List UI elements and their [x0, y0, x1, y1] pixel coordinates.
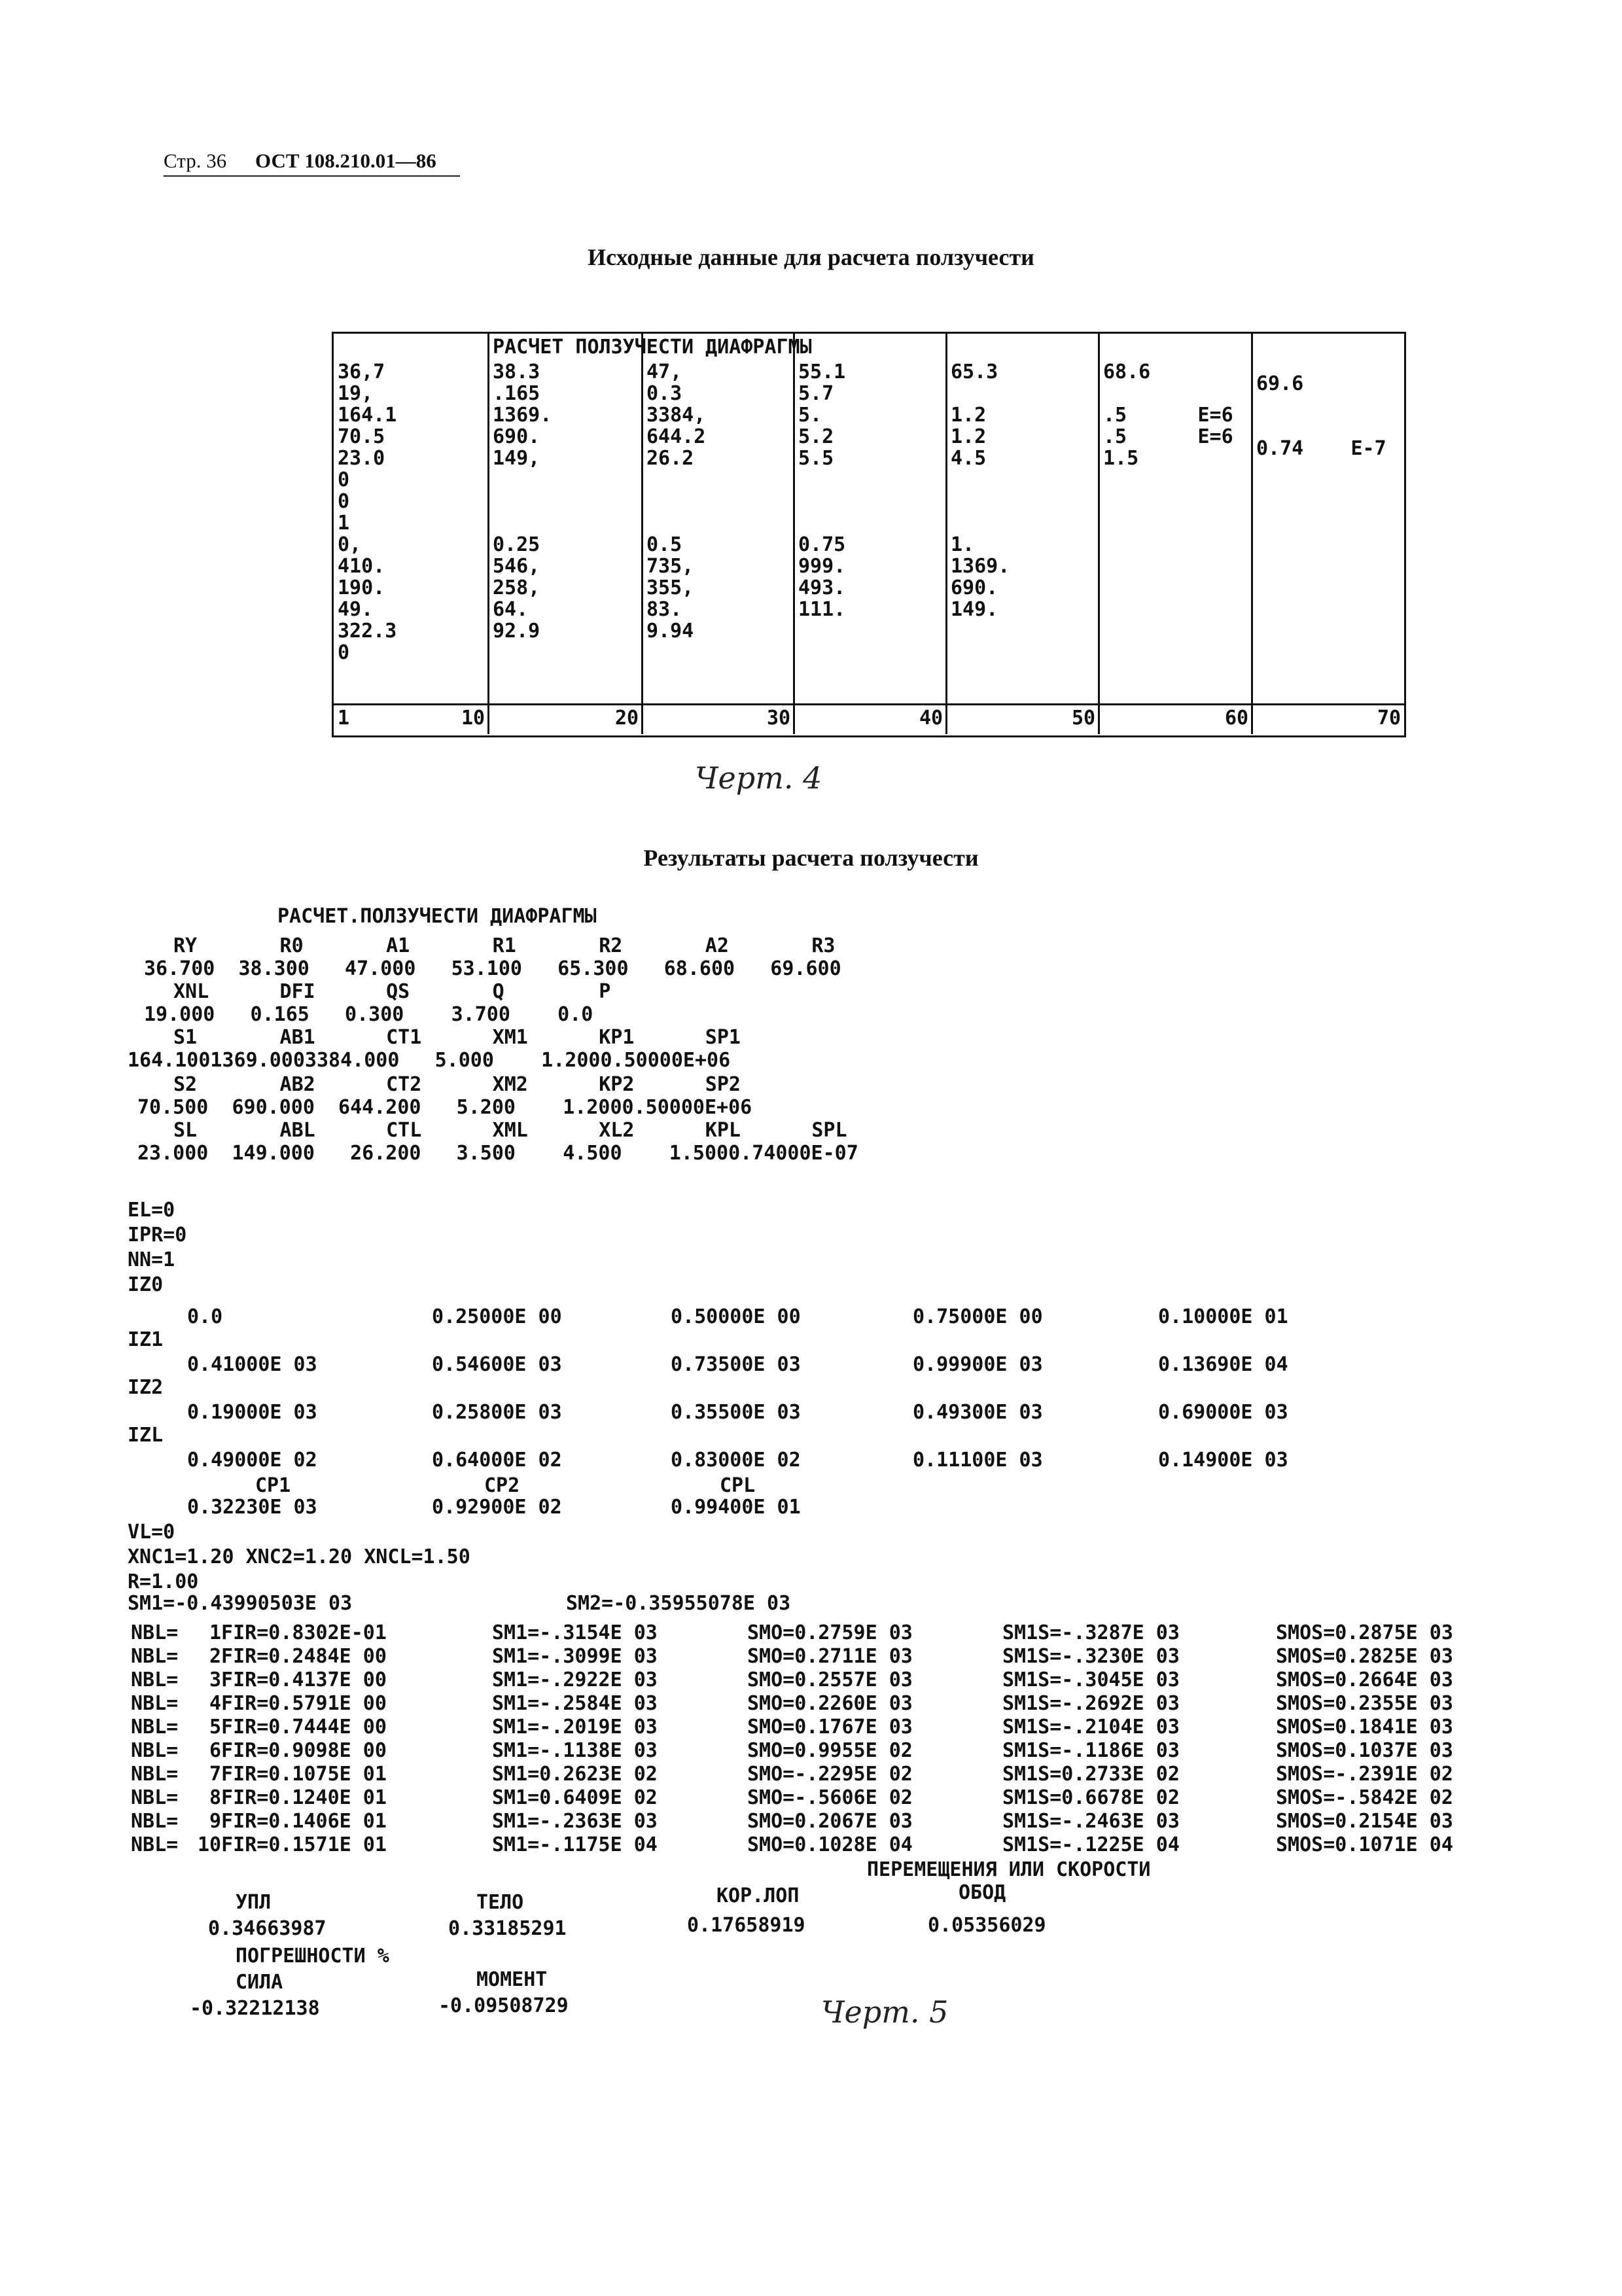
table-row-cell: SM1=-.1138E 03 [492, 1739, 658, 1762]
table-row-cell: 2FIR=0.2484E 00 [209, 1645, 387, 1668]
column-divider [487, 334, 489, 734]
izl-value: 0.49000E 02 [187, 1449, 317, 1472]
param-value-row: 36.700 38.300 47.000 53.100 65.300 68.600 69.600 [144, 957, 841, 980]
table-row-cell: NBL= [131, 1786, 179, 1809]
table-row-cell: 8FIR=0.1240E 01 [209, 1786, 387, 1809]
table-row-cell: SM1=0.6409E 02 [492, 1786, 658, 1809]
table-row-cell: SMO=0.1767E 03 [747, 1716, 913, 1739]
displacement-value: 0.05356029 [928, 1914, 1046, 1937]
iz1-value: 0.54600E 03 [432, 1353, 562, 1376]
param-value-row: 23.000 149.000 26.200 3.500 4.500 1.5000.74000E-07 [137, 1142, 858, 1165]
printout-line: IZ1 [128, 1328, 164, 1351]
table-row-cell: SMOS=0.2355E 03 [1276, 1692, 1453, 1715]
table-row-cell: SMO=0.1028E 04 [747, 1833, 913, 1856]
table-row-cell: 1FIR=0.8302E-01 [209, 1621, 387, 1644]
table-row-cell: SM1S=0.6678E 02 [1002, 1786, 1180, 1809]
column-divider [793, 334, 795, 734]
table-row-cell: SMOS=0.2664E 03 [1276, 1669, 1453, 1691]
printout-line: VL=0 [128, 1521, 175, 1544]
scale-mark: 40 [919, 707, 943, 730]
table-row-cell: SM1=-.2584E 03 [492, 1692, 658, 1715]
printout-line: SM2=-0.35955078E 03 [566, 1592, 791, 1615]
scale-mark: 50 [1072, 707, 1096, 730]
izl-value: 0.11100E 03 [913, 1449, 1043, 1472]
cp-value: 0.92900E 02 [432, 1496, 562, 1519]
iz2-value: 0.49300E 03 [913, 1401, 1043, 1424]
cp-value: 0.32230E 03 [187, 1496, 317, 1519]
table-column-3: 47, 0.3 3384, 644.2 26.2 0.5 735, 355, 83. 9.94 [646, 361, 706, 643]
table-row-cell: SMO=-.5606E 02 [747, 1786, 913, 1809]
table-row-cell: SMO=0.2759E 03 [747, 1621, 913, 1644]
iz2-value: 0.19000E 03 [187, 1401, 317, 1424]
table-row-cell: SMOS=0.1841E 03 [1276, 1716, 1453, 1739]
printout-line: SM1=-0.43990503E 03 [128, 1592, 353, 1615]
table-row-cell: SM1S=-.2104E 03 [1002, 1716, 1180, 1739]
cp-header: CP2 [484, 1474, 520, 1497]
param-header-row: RY R0 A1 R1 R2 A2 R3 [173, 934, 836, 957]
column-divider [945, 334, 947, 734]
iz2-value: 0.25800E 03 [432, 1401, 562, 1424]
cp-value: 0.99400E 01 [671, 1496, 801, 1519]
table-row-cell: SM1S=-.3287E 03 [1002, 1621, 1180, 1644]
iz1-value: 0.73500E 03 [671, 1353, 801, 1376]
param-header-row: XNL DFI QS Q P [173, 980, 611, 1003]
printout-line: IZ0 [128, 1273, 164, 1296]
column-divider [1098, 334, 1100, 734]
table-row-cell: SMOS=0.2154E 03 [1276, 1810, 1453, 1833]
table-row-cell: NBL= [131, 1645, 179, 1668]
iz1-value: 0.99900E 03 [913, 1353, 1043, 1376]
cp-header: CPL [720, 1474, 756, 1497]
scale-mark: 60 [1225, 707, 1249, 730]
column-divider [1251, 334, 1253, 734]
table-row-cell: SMO=0.2067E 03 [747, 1810, 913, 1833]
iz0-value: 0.75000E 00 [913, 1305, 1043, 1328]
table-row-cell: SM1S=-.3045E 03 [1002, 1669, 1180, 1691]
table-row-cell: SM1=-.3099E 03 [492, 1645, 658, 1668]
param-header-row: SL ABL CTL XML XL2 KPL SPL [173, 1119, 847, 1142]
displacement-value: 0.34663987 [208, 1917, 326, 1940]
iz2-value: 0.69000E 03 [1158, 1401, 1288, 1424]
table-column-4: 55.1 5.7 5. 5.2 5.5 0.75 999. 493. 111. [798, 361, 846, 621]
table-row-cell: SM1S=-.1186E 03 [1002, 1739, 1180, 1762]
table-row-cell: NBL= [131, 1692, 179, 1715]
param-value-row: 70.500 690.000 644.200 5.200 1.2000.50000E+06 [137, 1096, 752, 1119]
table-row-cell: SMO=0.9955E 02 [747, 1739, 913, 1762]
iz1-value: 0.41000E 03 [187, 1353, 317, 1376]
errors-title: ПОГРЕШНОСТИ % [236, 1945, 389, 1968]
table-row-cell: NBL= [131, 1739, 179, 1762]
printout-line: EL=0 [128, 1199, 175, 1222]
table-row-cell: SMO=-.2295E 02 [747, 1763, 913, 1786]
table-row-cell: SM1=-.1175E 04 [492, 1833, 658, 1856]
cp-header: CP1 [255, 1474, 291, 1497]
table-row-cell: SMO=0.2557E 03 [747, 1669, 913, 1691]
table-row-cell: 5FIR=0.7444E 00 [209, 1716, 387, 1739]
table-heading: РАСЧЕТ ПОЛЗУЧЕСТИ ДИАФРАГМЫ [493, 336, 812, 359]
izl-value: 0.14900E 03 [1158, 1449, 1288, 1472]
displacement-value: 0.33185291 [448, 1917, 567, 1940]
iz0-value: 0.10000E 01 [1158, 1305, 1288, 1328]
table-row-cell: SM1S=0.2733E 02 [1002, 1763, 1180, 1786]
page-header [164, 149, 460, 173]
scale-mark: 30 [767, 707, 791, 730]
printout-line: NN=1 [128, 1248, 175, 1271]
table-row-cell: NBL= [131, 1716, 179, 1739]
displacement-value: 0.17658919 [687, 1914, 805, 1937]
table-row-cell: SMOS=0.1037E 03 [1276, 1739, 1453, 1762]
table-row-cell: SM1=0.2623E 02 [492, 1763, 658, 1786]
page-number: Стр. 36 [164, 149, 227, 172]
scale-mark: 70 [1377, 707, 1402, 730]
displacement-header: УПЛ [236, 1891, 272, 1914]
error-header: СИЛА [236, 1971, 283, 1994]
table-row-cell: 4FIR=0.5791E 00 [209, 1692, 387, 1715]
table-row-cell: SM1S=-.2692E 03 [1002, 1692, 1180, 1715]
figure-caption-5: Черт. 5 [821, 1994, 949, 2030]
table-column-2: 38.3 .165 1369. 690. 149, 0.25 546, 258, 64. 92.9 [493, 361, 552, 643]
table-row-cell: SMOS=0.2875E 03 [1276, 1621, 1453, 1644]
iz0-value: 0.50000E 00 [671, 1305, 801, 1328]
printout-line: IZ2 [128, 1376, 164, 1399]
displacement-header: ОБОД [959, 1881, 1006, 1904]
error-value: -0.09508729 [438, 1994, 569, 2017]
table-row-cell: SM1S=-.3230E 03 [1002, 1645, 1180, 1668]
param-value-row: 19.000 0.165 0.300 3.700 0.0 [144, 1003, 593, 1026]
table-column-5: 65.3 1.2 1.2 4.5 1. 1369. 690. 149. [951, 361, 1010, 621]
table-row-cell: NBL= [131, 1621, 179, 1644]
error-header: МОМЕНТ [476, 1968, 548, 1991]
table-column-6: 68.6 .5 E=6 .5 E=6 1.5 [1103, 361, 1233, 470]
table-row-cell: SM1=-.2019E 03 [492, 1716, 658, 1739]
table-row-cell: SMO=0.2711E 03 [747, 1645, 913, 1668]
input-section-title: Исходные данные для расчета ползучести [588, 244, 1034, 270]
param-header-row: S1 AB1 CT1 XM1 KP1 SP1 [173, 1026, 741, 1049]
table-row-cell: 6FIR=0.9098E 00 [209, 1739, 387, 1762]
input-data-table [332, 332, 1406, 737]
table-column-1: 36,7 19, 164.1 70.5 23.0 0 0 1 0, 410. 190. 49. 322.3 0 [338, 361, 397, 664]
scale-mark: 10 [461, 707, 485, 730]
error-value: -0.32212138 [190, 1997, 320, 2020]
displacement-header: ТЕЛО [476, 1891, 524, 1914]
param-header-row: S2 AB2 CT2 XM2 KP2 SP2 [173, 1073, 741, 1096]
iz0-value: 0.0 [187, 1305, 223, 1328]
table-row-cell: 9FIR=0.1406E 01 [209, 1810, 387, 1833]
table-row-cell: NBL= [131, 1669, 179, 1691]
scale-mark: 1 [338, 707, 350, 730]
standard-number: ОСТ 108.210.01—86 [255, 149, 436, 172]
table-column-7: 69.6 0.74 E-7 [1256, 372, 1386, 460]
printout-line: IZL [128, 1424, 164, 1447]
table-row-cell: 3FIR=0.4137E 00 [209, 1669, 387, 1691]
table-row-cell: SMO=0.2260E 03 [747, 1692, 913, 1715]
printout-line: IPR=0 [128, 1224, 187, 1246]
scale-mark: 20 [615, 707, 639, 730]
printout-line: XNC1=1.20 XNC2=1.20 XNCL=1.50 [128, 1545, 470, 1568]
table-row-cell: NBL= [131, 1810, 179, 1833]
table-row-cell: SMOS=0.1071E 04 [1276, 1833, 1453, 1856]
izl-value: 0.64000E 02 [432, 1449, 562, 1472]
figure-caption-4: Черт. 4 [695, 760, 822, 796]
table-row-cell: SM1=-.2922E 03 [492, 1669, 658, 1691]
scale-divider [334, 703, 1404, 705]
izl-value: 0.83000E 02 [671, 1449, 801, 1472]
table-row-cell: NBL= [131, 1763, 179, 1786]
param-value-row: 164.1001369.0003384.000 5.000 1.2000.50000E+06 [128, 1049, 731, 1072]
table-row-cell: SM1S=-.2463E 03 [1002, 1810, 1180, 1833]
column-divider [641, 334, 643, 734]
table-row-cell: NBL= [131, 1833, 179, 1856]
table-row-cell: SMOS=-.2391E 02 [1276, 1763, 1453, 1786]
displacements-title: ПЕРЕМЕЩЕНИЯ ИЛИ СКОРОСТИ [867, 1858, 1151, 1881]
table-row-cell: 7FIR=0.1075E 01 [209, 1763, 387, 1786]
table-row-cell: SM1=-.3154E 03 [492, 1621, 658, 1644]
iz1-value: 0.13690E 04 [1158, 1353, 1288, 1376]
displacement-header: КОР.ЛОП [716, 1884, 800, 1907]
iz2-value: 0.35500E 03 [671, 1401, 801, 1424]
table-row-cell: SMOS=-.5842E 02 [1276, 1786, 1453, 1809]
table-row-cell: SMOS=0.2825E 03 [1276, 1645, 1453, 1668]
table-row-cell: 10FIR=0.1571E 01 [198, 1833, 387, 1856]
printout-line: R=1.00 [128, 1570, 199, 1593]
table-row-cell: SM1=-.2363E 03 [492, 1810, 658, 1833]
results-section-title: Результаты расчета ползучести [643, 845, 979, 871]
table-row-cell: SM1S=-.1225E 04 [1002, 1833, 1180, 1856]
iz0-value: 0.25000E 00 [432, 1305, 562, 1328]
printout-title: РАСЧЕТ.ПОЛЗУЧЕСТИ ДИАФРАГМЫ [277, 905, 597, 928]
